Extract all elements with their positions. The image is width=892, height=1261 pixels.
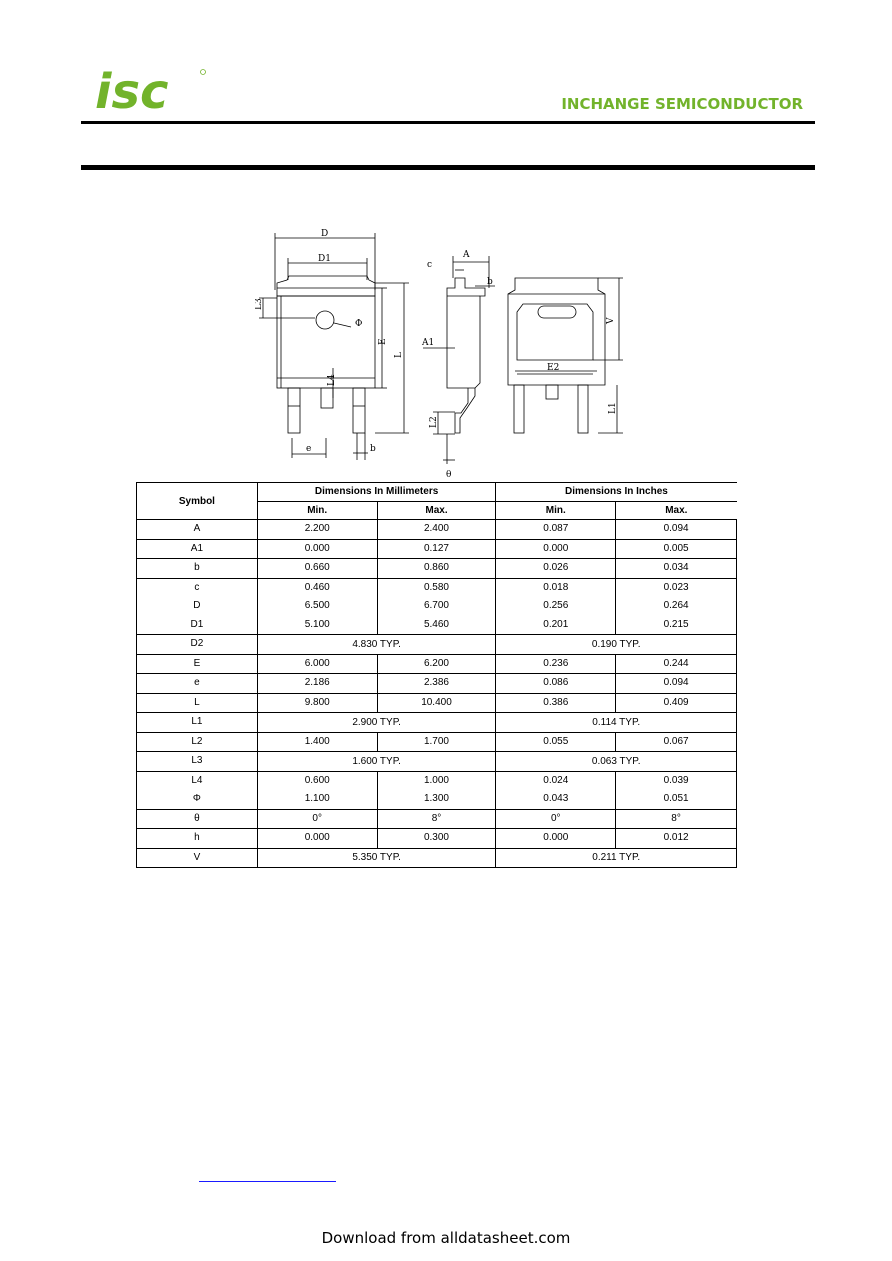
table-header-row <box>137 483 737 502</box>
cell-symbol-value: Φ <box>192 793 201 805</box>
cell-mm-min <box>257 732 377 752</box>
table-row <box>137 539 737 559</box>
cell-mm-max <box>377 674 496 694</box>
cell-mm-min <box>257 578 377 635</box>
dim-label-L1: L1 <box>608 402 618 414</box>
cell-in-typ: 0.114 TYP. <box>496 713 737 733</box>
cell-in-max-value: 0.051 <box>663 793 689 805</box>
table-row <box>137 635 737 655</box>
cell-mm-min-value: 9.800 <box>304 696 330 708</box>
cell-mm-max-value: 0.580 <box>423 581 449 593</box>
table-row <box>137 771 737 809</box>
cell-mm-min <box>257 559 377 579</box>
cell-symbol-value: D2 <box>190 638 204 650</box>
cell-in-min <box>496 539 616 559</box>
cell-in-max <box>616 654 737 674</box>
cell-in-min-value: 0.055 <box>543 735 569 747</box>
dim-label-L4: L4 <box>327 374 337 386</box>
cell-in-max-value: 0.067 <box>663 735 689 747</box>
dim-label-E2: E2 <box>547 363 560 373</box>
cell-in-max <box>616 809 737 829</box>
cell-mm-max <box>377 654 496 674</box>
table-row <box>137 654 737 674</box>
cell-mm-min-value: 5.100 <box>304 618 330 630</box>
dim-label-phi: Φ <box>355 319 363 329</box>
cell-in-max <box>616 539 737 559</box>
cell-mm-min-value: 1.400 <box>304 735 330 747</box>
cell-mm-max-value: 2.400 <box>423 523 449 535</box>
cell-in-min <box>496 674 616 694</box>
package-outline-drawing <box>255 228 635 480</box>
column-header-mm: Dimensions In Millimeters <box>257 483 496 502</box>
cell-in-max <box>616 559 737 579</box>
table-row <box>137 752 737 772</box>
cell-in-min-value: 0.024 <box>543 774 569 786</box>
dimensions-table <box>136 482 737 868</box>
cell-mm-max <box>377 520 496 540</box>
cell-in-typ: 0.063 TYP. <box>496 752 737 772</box>
cell-symbol <box>137 539 258 559</box>
cell-mm-min <box>257 539 377 559</box>
cell-in-min-value: 0.018 <box>543 581 569 593</box>
cell-in-min <box>496 578 616 635</box>
cell-mm-min-value: 0.460 <box>304 581 330 593</box>
dim-label-A1: A1 <box>422 338 435 348</box>
cell-in-min <box>496 809 616 829</box>
cell-in-min <box>496 732 616 752</box>
cell-symbol <box>137 732 258 752</box>
cell-in-max-value: 0.215 <box>663 618 689 630</box>
cell-mm-max-value: 10.400 <box>421 696 452 708</box>
column-header-mm-max: Max. <box>377 501 496 520</box>
table-row <box>137 674 737 694</box>
cell-symbol-value: L4 <box>191 774 203 786</box>
cell-in-min-value: 0.236 <box>543 657 569 669</box>
side-view <box>421 250 495 480</box>
cell-in-max <box>616 693 737 713</box>
cell-mm-min <box>257 654 377 674</box>
cell-in-min-value: 0.086 <box>543 677 569 689</box>
cell-symbol <box>137 713 258 733</box>
dim-label-D: D <box>321 229 329 239</box>
table-row <box>137 559 737 579</box>
cell-in-max-value: 0.409 <box>663 696 689 708</box>
cell-mm-min-value: 0.660 <box>304 562 330 574</box>
cell-symbol <box>137 520 258 540</box>
cell-symbol-value: L1 <box>191 716 203 728</box>
cell-mm-max-value: 5.460 <box>423 618 449 630</box>
cell-symbol-value: D1 <box>190 618 204 630</box>
cell-in-max <box>616 771 737 809</box>
cell-symbol-value: L3 <box>191 755 203 767</box>
dim-label-b-side: b <box>487 277 493 287</box>
cell-mm-min-value: 0.600 <box>304 774 330 786</box>
cell-in-max <box>616 732 737 752</box>
cell-in-max-value: 0.094 <box>663 523 689 535</box>
cell-symbol-value: D <box>193 600 201 612</box>
cell-in-max <box>616 674 737 694</box>
website-link-underline[interactable] <box>199 1180 336 1182</box>
cell-in-min-value: 0.386 <box>543 696 569 708</box>
cell-symbol-value: b <box>194 562 200 574</box>
cell-in-max-value: 8° <box>671 812 681 824</box>
cell-mm-max <box>377 771 496 809</box>
cell-in-min-value: 0.026 <box>543 562 569 574</box>
cell-mm-min <box>257 829 377 849</box>
cell-mm-min-value: 2.200 <box>304 523 330 535</box>
cell-mm-min <box>257 809 377 829</box>
table-row <box>137 809 737 829</box>
dim-label-b-front: b <box>370 444 376 454</box>
cell-in-max-value: 0.094 <box>663 677 689 689</box>
cell-mm-min-value: 0.000 <box>304 832 330 844</box>
cell-mm-max-value: 1.300 <box>423 793 449 805</box>
cell-symbol <box>137 559 258 579</box>
dim-label-L: L <box>394 352 404 358</box>
cell-symbol-value: A <box>193 523 201 535</box>
isc-logo-text: isc <box>95 66 169 114</box>
cell-mm-min-value: 0.000 <box>304 542 330 554</box>
header-rule <box>81 121 815 124</box>
cell-in-max-value: 0.039 <box>663 774 689 786</box>
cell-in-min <box>496 829 616 849</box>
column-header-inch: Dimensions In Inches <box>496 483 737 502</box>
cell-mm-max <box>377 732 496 752</box>
cell-in-max-value: 0.012 <box>663 832 689 844</box>
front-view <box>255 229 409 460</box>
back-view <box>508 278 623 433</box>
section-rule <box>81 165 815 170</box>
table-row <box>137 829 737 849</box>
footer-download-text: Download from alldatasheet.com <box>321 1229 571 1247</box>
cell-symbol <box>137 829 258 849</box>
dim-label-D1: D1 <box>318 254 331 264</box>
cell-symbol <box>137 674 258 694</box>
dim-label-c: c <box>427 260 433 270</box>
table-row <box>137 713 737 733</box>
cell-in-max-value: 0.023 <box>663 581 689 593</box>
cell-in-max <box>616 520 737 540</box>
cell-mm-min <box>257 674 377 694</box>
cell-mm-max-value: 6.200 <box>423 657 449 669</box>
cell-mm-max-value: 1.000 <box>423 774 449 786</box>
cell-symbol <box>137 848 258 868</box>
cell-in-typ: 0.190 TYP. <box>496 635 737 655</box>
cell-mm-max <box>377 539 496 559</box>
cell-in-min <box>496 693 616 713</box>
cell-in-max-value: 0.005 <box>663 542 689 554</box>
cell-in-min-value: 0° <box>551 812 561 824</box>
cell-in-max <box>616 578 737 635</box>
column-header-in-min: Min. <box>496 501 616 520</box>
cell-mm-max-value: 1.700 <box>423 735 449 747</box>
column-header-in-max: Max. <box>616 501 737 520</box>
cell-in-min <box>496 559 616 579</box>
cell-mm-typ: 2.900 TYP. <box>257 713 496 733</box>
dim-label-E: E <box>378 338 388 345</box>
cell-symbol-value: L <box>194 696 200 708</box>
dim-label-e: e <box>306 444 312 454</box>
cell-in-min-value: 0.000 <box>543 832 569 844</box>
cell-symbol <box>137 809 258 829</box>
cell-symbol <box>137 693 258 713</box>
cell-in-min <box>496 654 616 674</box>
cell-in-min-value: 0.256 <box>543 600 569 612</box>
cell-mm-max-value: 6.700 <box>423 600 449 612</box>
cell-in-min-value: 0.201 <box>543 618 569 630</box>
cell-mm-typ: 1.600 TYP. <box>257 752 496 772</box>
cell-in-max-value: 0.034 <box>663 562 689 574</box>
dim-label-L3: L3 <box>255 298 264 310</box>
isc-logo-graphic <box>95 66 210 114</box>
cell-mm-min-value: 6.500 <box>304 600 330 612</box>
cell-symbol <box>137 752 258 772</box>
table-body <box>137 520 737 868</box>
cell-in-min <box>496 771 616 809</box>
cell-mm-typ: 4.830 TYP. <box>257 635 496 655</box>
cell-symbol-value: E <box>193 657 201 669</box>
cell-in-min-value: 0.087 <box>543 523 569 535</box>
cell-in-max-value: 0.264 <box>663 600 689 612</box>
cell-mm-max-value: 2.386 <box>423 677 449 689</box>
cell-in-min <box>496 520 616 540</box>
column-header-mm-min: Min. <box>257 501 377 520</box>
cell-symbol-value: L2 <box>191 735 203 747</box>
cell-mm-min <box>257 771 377 809</box>
cell-mm-max-value: 0.860 <box>423 562 449 574</box>
cell-mm-min-value: 2.186 <box>304 677 330 689</box>
cell-symbol <box>137 578 258 635</box>
cell-mm-min-value: 1.100 <box>304 793 330 805</box>
cell-mm-min <box>257 693 377 713</box>
cell-mm-max <box>377 809 496 829</box>
cell-mm-min <box>257 520 377 540</box>
cell-in-min-value: 0.000 <box>543 542 569 554</box>
cell-mm-max-value: 0.127 <box>423 542 449 554</box>
table-row <box>137 520 737 540</box>
company-name: INCHANGE SEMICONDUCTOR <box>561 95 803 113</box>
registered-mark-icon <box>201 70 206 75</box>
cell-symbol <box>137 771 258 809</box>
table-row <box>137 693 737 713</box>
cell-symbol-value: V <box>193 851 201 863</box>
cell-in-max <box>616 829 737 849</box>
cell-in-typ: 0.211 TYP. <box>496 848 737 868</box>
cell-mm-max-value: 0.300 <box>423 832 449 844</box>
cell-mm-max <box>377 693 496 713</box>
cell-mm-min-value: 6.000 <box>304 657 330 669</box>
dim-label-V: V <box>606 317 616 324</box>
dim-label-A: A <box>463 250 470 260</box>
cell-symbol-value: e <box>194 677 200 689</box>
cell-symbol-value: c <box>194 581 200 593</box>
cell-mm-max-value: 8° <box>431 812 442 824</box>
cell-symbol <box>137 654 258 674</box>
cell-symbol-value: h <box>194 832 200 844</box>
cell-mm-max <box>377 829 496 849</box>
cell-symbol-value: A1 <box>190 542 204 554</box>
dim-label-L2: L2 <box>429 416 439 428</box>
isc-logo <box>95 66 210 114</box>
table-row <box>137 848 737 868</box>
cell-mm-max <box>377 559 496 579</box>
cell-in-min-value: 0.043 <box>543 793 569 805</box>
cell-mm-min-value: 0° <box>312 812 322 824</box>
cell-symbol <box>137 635 258 655</box>
cell-in-max-value: 0.244 <box>663 657 689 669</box>
column-header-symbol: Symbol <box>137 483 258 520</box>
dim-label-theta: θ <box>446 470 452 480</box>
table-row <box>137 732 737 752</box>
cell-mm-typ: 5.350 TYP. <box>257 848 496 868</box>
table-row <box>137 578 737 635</box>
cell-symbol-value: θ <box>194 812 200 824</box>
cell-mm-max <box>377 578 496 635</box>
